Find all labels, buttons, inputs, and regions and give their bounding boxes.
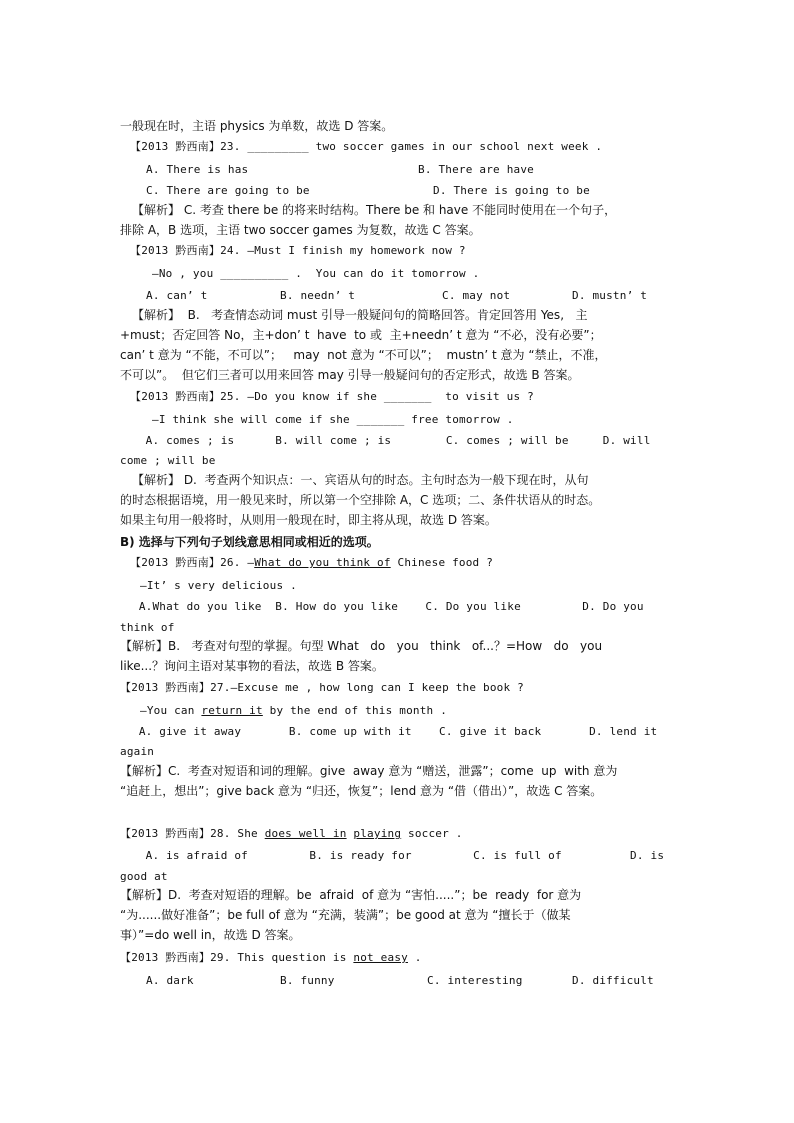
underlined-phrase: What do you think of [254,556,391,569]
analysis-text: 事）”=do well in，故选 D 答案。 [120,928,301,942]
options-line: A. is afraid of B. is ready for C. is full of D. is [132,849,665,862]
underlined-phrase: does well in [264,827,347,840]
analysis-text: “追赶上，想出”；give back 意为 “归还，恢复”；lend 意为 “借（借出）”，故选 C 答案。 [120,784,603,798]
question-text: —You can [140,704,202,717]
option-d: D. difficult [572,974,654,987]
text-line: 一般现在时，主语 physics 为单数，故选 D 答案。 [120,119,394,133]
analysis-text: 的时态根据语境，用一般见来时，所以第一个空排除 A，C 选项；二、条件状语从的时态。 [120,493,601,507]
options-line: A.What do you like B. How do you like C. Do you like D. Do you [132,600,644,613]
options-line: come ; will be [120,454,216,467]
question-28 [120,826,463,842]
underlined-phrase: not easy [353,951,408,964]
question-29 [120,950,422,966]
analysis-text: 【解析】B. 考查对句型的掌握。句型 What do you think of...？=How do you [120,639,603,653]
question-number: 【2013 黔西南】26. — [130,556,255,569]
analysis-text: 不可以”。 但它们三者可以用来回答 may 引导一般疑问句的否定形式，故选 B 答案。 [120,368,580,382]
option-d: D. mustn’ t [572,289,648,302]
question-number: 【2013 黔西南】29. This question is [120,951,354,964]
analysis-text: 排除 A，B 选项，主语 two soccer games 为复数，故选 C 答案。 [120,223,481,237]
options-line: think of [120,621,175,634]
option-d: D. There is going to be [433,184,590,197]
option-b: B. There are have [418,163,534,176]
analysis-text: 【解析】 D. 考查两个知识点：一、宾语从句的时态。主句时态为一般下现在时，从句 [132,473,589,487]
question-27: 【2013 黔西南】27.—Excuse me , how long can I keep the book ? [120,681,524,694]
option-c: C. interesting [427,974,523,987]
question-24: 【2013 黔西南】24. —Must I finish my homework now ? [130,244,466,257]
question-text: soccer . [401,827,463,840]
question-text: —No , you __________ . You can do it tomorrow . [152,267,480,280]
options-line: again [120,745,155,758]
question-26 [130,555,493,571]
option-a: A. can’ t [146,289,208,302]
option-a: A. dark [146,974,194,987]
question-text [140,703,447,719]
analysis-text: like...？询问主语对某事物的看法，故选 B 答案。 [120,659,384,673]
underlined-phrase: return it [201,704,263,717]
option-b: B. needn’ t [280,289,356,302]
section-heading: B) 选择与下列句子划线意思相同或相近的选项。 [120,535,379,549]
option-a: A. There is has [146,163,249,176]
options-line: A. comes ; is B. will come ; is C. comes ; will be D. will [132,434,651,447]
option-b: B. funny [280,974,335,987]
option-c: C. may not [442,289,511,302]
options-line: A. give it away B. come up with it C. give it back D. lend it [132,725,658,738]
question-23: 【2013 黔西南】23. _________ two soccer games in our school next week . [130,140,603,153]
option-c: C. There are going to be [146,184,310,197]
analysis-text: can’ t 意为 “不能，不可以”； may not 意为 “不可以”； mustn’ t 意为 “禁止，不准， [120,348,607,362]
options-line: good at [120,870,168,883]
analysis-text: 【解析】 B. 考查情态动词 must 引导一般疑问句的简略回答。肯定回答用 Yes, 主 [132,308,588,322]
question-text: —It’ s very delicious . [140,579,297,592]
question-text: . [407,951,422,964]
analysis-text: 【解析】 C. 考查 there be 的将来时结构。There be 和 have 不能同时使用在一个句子， [132,203,617,217]
analysis-text: 【解析】D. 考查对短语的理解。be afraid of 意为 “害怕.....”；be ready for 意为 [120,888,582,902]
analysis-text: +must；否定回答 No，主+don’ t have to 或 主+needn’ t 意为 “不必，没有必要”； [120,328,602,342]
question-text: by the end of this month . [262,704,448,717]
question-text: Chinese food ? [390,556,494,569]
analysis-text: 【解析】C. 考查对短语和词的理解。give away 意为 “赠送，泄露”；come up with 意为 [120,764,618,778]
question-text: —I think she will come if she _______ free tomorrow . [152,413,514,426]
question-number: 【2013 黔西南】28. She [120,827,265,840]
analysis-text: “为......做好准备”；be full of 意为 “充满，装满”；be good at 意为 “擅长于（做某 [120,908,571,922]
underlined-phrase: playing [353,827,402,840]
analysis-text: 如果主句用一般将时，从则用一般现在时，即主将从现，故选 D 答案。 [120,513,497,527]
question-25: 【2013 黔西南】25. —Do you know if she _______ to visit us ? [130,390,534,403]
